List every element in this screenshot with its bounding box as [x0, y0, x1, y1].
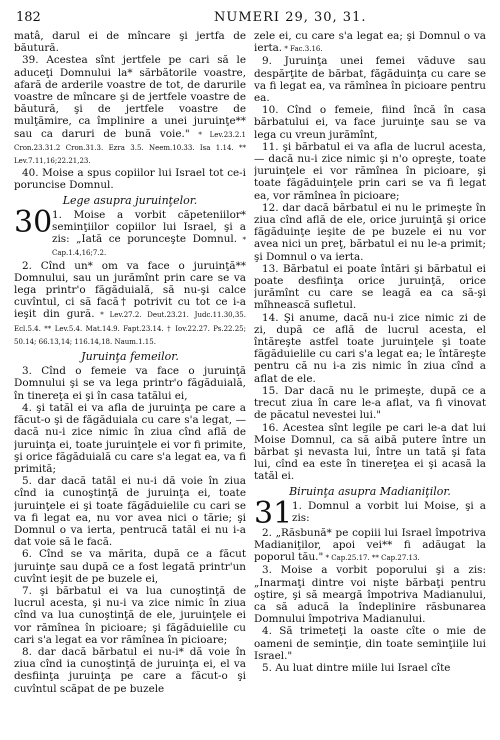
- verse: [254, 202, 486, 263]
- verse: [292, 500, 486, 524]
- verse-text: 5. dar dacă tatăl ei nu-i dă voie în ziua cînd ia cunoştinţă de juruinţa ei, toate juruinţele ei şi toate făgăduielile cu cari se va fi legat ea, nu vor avea nici o tărie; şi Domnul o va ierta, pentrucă tatăl ei nu i-a dat voie să le facă.: [14, 475, 246, 549]
- cross-reference: * Cap.25.17. ** Cap.27.13.: [323, 554, 420, 563]
- verse: [254, 625, 486, 662]
- text-columns: [14, 30, 486, 735]
- verse-text: 9. Juruinţa unei femei văduve sau despărţite de bărbat, făgăduinţa cu care se va fi legat ea, va rămînea în picioare pentru ea.: [254, 55, 486, 105]
- verse-text: 10. Cînd o femeie, fiind încă în casa bărbatului ei, va face juruinţe sau se va lega cu vreun jurămînt,: [254, 104, 486, 141]
- chapter-number: 31: [254, 495, 293, 531]
- section-heading: Biruinţa asupra Madianiţilor.: [289, 484, 451, 498]
- verse: [14, 475, 246, 548]
- verse: [14, 585, 246, 646]
- verse: [254, 564, 486, 625]
- verse: [254, 30, 486, 55]
- verse-text: 16. Acestea sînt legile pe cari le-a dat lui Moise Domnul, ca să aibă putere între un bărbat şi nevasta lui, între un tată şi fata lui, cînd ea este în tinereţea ei şi acasă la tatăl ei.: [254, 421, 486, 483]
- verse-text: 5. Au luat dintre miile lui Israel cîte: [262, 661, 451, 674]
- chapter-number: 30: [14, 204, 53, 240]
- verse: [254, 662, 486, 674]
- verse-text: 40. Moise a spus copiilor lui Israel tot ce-i poruncise Domnul.: [14, 167, 246, 192]
- page-number: 182: [16, 10, 41, 25]
- page-header: [14, 8, 486, 30]
- verse-text: 14. Şi anume, dacă nu-i zice nimic zi de zi, după ce află de lucrul acesta, el întăreşte astfel toate juruinţele şi toate făgăduielile cu cari s'a legat ea; le întăreşte pentru că nu i-a zis nimic în ziua cînd a aflat de ele.: [254, 311, 486, 385]
- verse: [254, 527, 486, 565]
- verse-text: 8. dar dacă bărbatul ei nu-i* dă voie în ziua cînd ia cunoştinţă de juruinţa ei, el va desfiinţa juruinţa pe care a făcut-o şi cuvîntul scăpat de pe buzele: [14, 645, 246, 695]
- verse: [14, 646, 246, 695]
- verse: [254, 312, 486, 385]
- verse: [254, 141, 486, 202]
- cross-reference: * Lev.27.2. Deut.23.21. Judc.11.30,35. Ecl.5.4. ** Lev.5.4. Mat.14.9. Fapt.23.14. † Iov.22.27. Ps.22.25; 50.14; 66.13,14; 116.14,18. Naum.1.15.: [14, 311, 246, 346]
- verse: [14, 548, 246, 585]
- cross-reference: * Lev.23.2.1 Cron.23.31.2 Cron.31.3. Ezra 3.5. Neem.10.33. Isa 1.14. ** Lev.7.11,16;22.21,23.: [14, 130, 246, 166]
- right-column: [254, 30, 486, 735]
- verse-text: 12. dar dacă bărbatul ei nu le primeşte în ziua cînd află de ele, orice juruinţă şi orice făgăduinţe ieşite de pe buzele ei nu vor avea nici un preţ, bărbatul ei nu le-a primit; şi Domnul o va ierta.: [254, 201, 486, 263]
- verse: [14, 260, 246, 348]
- verse: [52, 209, 246, 260]
- verse-text: matâ, darul ei de mîncare şi jertfa de băutură.: [14, 30, 246, 55]
- verse-text: 6. Cînd se va mărita, după ce a făcut juruinţe sau după ce a fost legată printr'un cuvînt ieşit de pe buzele ei,: [14, 548, 246, 585]
- verse: [254, 422, 486, 483]
- verse-text: 4. Să trimeteţi la oaste cîte o mie de oameni de seminţie, din toate seminţiile lui Israel.": [254, 625, 486, 662]
- cross-reference: * Cap.1.4,16;7.2.: [52, 236, 246, 258]
- verse-text: 1. Moise a vorbit căpeteniilor* seminţiilor copiilor lui Israel, şi a zis: „Iată ce porunceşte Domnul.: [52, 208, 246, 246]
- verse: [14, 30, 246, 54]
- cross-reference: * Fac.3.16.: [282, 45, 323, 54]
- verse-text: 11. şi bărbatul ei va afla de lucrul acesta, — dacă nu-i zice nimic şi n'o opreşte, toate juruinţele ei vor rămînea în picioare, şi toate făgăduinţele prin cari se va fi legat ea, vor rămînea în picioare;: [254, 140, 486, 202]
- verse-text: 39. Acestea sînt jertfele pe cari să le aduceţi Domnului la* sărbătorile voastre, afară de arderile voastre de tot, de darurile voastre de mîncare şi de jertfele voastre de băutură, şi de jertfele voastre de mulţămire, ca împlinire a unei juruinţe** sau ca daruri de bună voie.": [14, 54, 246, 140]
- chapter-start: [14, 204, 246, 260]
- chapter-start: [254, 495, 486, 531]
- running-head: NUMERI 29, 30, 31.: [214, 10, 367, 25]
- verse-text: 13. Bărbatul ei poate întări şi bărbatul ei poate desfiinţa orice juruinţă, orice jurămînt cu care se leagă ea ca să-şi mîhnească sufletul.: [254, 262, 486, 312]
- verse: [254, 104, 486, 141]
- verse-text: 3. Cînd o femeie va face o juruinţă Domnului şi se va lega printr'o făgăduială, în tinereţa ei şi în casa tatălui ei,: [14, 365, 246, 402]
- section-heading: Lege asupra juruinţelor.: [62, 193, 198, 207]
- verse-text: zele ei, cu care s'a legat ea; şi Domnul o va ierta.: [254, 30, 486, 55]
- verse: [14, 167, 246, 191]
- verse-text: 7. şi bărbatul ei va lua cunoştinţă de lucrul acesta, şi nu-i va zice nimic în ziua cînd va lua cunoştinţă de ele, juruinţele ei vor rămînea în picioare; şi făgăduielile cu cari s'a legat ea vor rămînea în picioare;: [14, 584, 246, 646]
- verse: [254, 263, 486, 312]
- verse-text: 3. Moise a vorbit poporului şi a zis: „Inarmaţi dintre voi nişte bărbaţi pentru oştire, şi să meargă împotriva Madianului, ca să aducă la îndeplinire răsbunarea Domnului împotriva Madianului.: [254, 564, 486, 626]
- verse: [14, 54, 246, 167]
- verse: [254, 55, 486, 104]
- verse-text: 15. Dar dacă nu le primeşte, după ce a trecut ziua în care le-a aflat, va fi vinovat de păcatul nevestei lui.": [254, 384, 486, 422]
- verse-text: 1. Domnul a vorbit lui Moise, şi a zis:: [292, 499, 486, 524]
- verse: [254, 385, 486, 422]
- verse-text: 2. Cînd un* om va face o juruinţă** Domnului, sau un jurămînt prin care se va lega printr'o făgăduială, să nu-şi calce cuvîntul, ci să facă† potrivit cu tot ce i-a ieşit din gură.: [14, 259, 246, 321]
- section-heading: Juruinţa femeilor.: [81, 350, 179, 364]
- verse-text: 4. şi tatăl ei va afla de juruinţa pe care a făcut-o şi de făgăduiala cu care s'a legat, — dacă nu-i zice nimic în ziua cînd află de juruinţa ei, toate juruinţele ei vor fi primite, şi orice făgăduială cu care s'a legat ea, va fi primită;: [14, 401, 246, 475]
- verse: [14, 402, 246, 475]
- verse-text: 2. „Răsbună* pe copiii lui Israel împotriva Madianiţilor, apoi vei** fi adăugat la poporul tău.": [254, 526, 486, 564]
- left-column: [14, 30, 246, 735]
- verse: [14, 365, 246, 402]
